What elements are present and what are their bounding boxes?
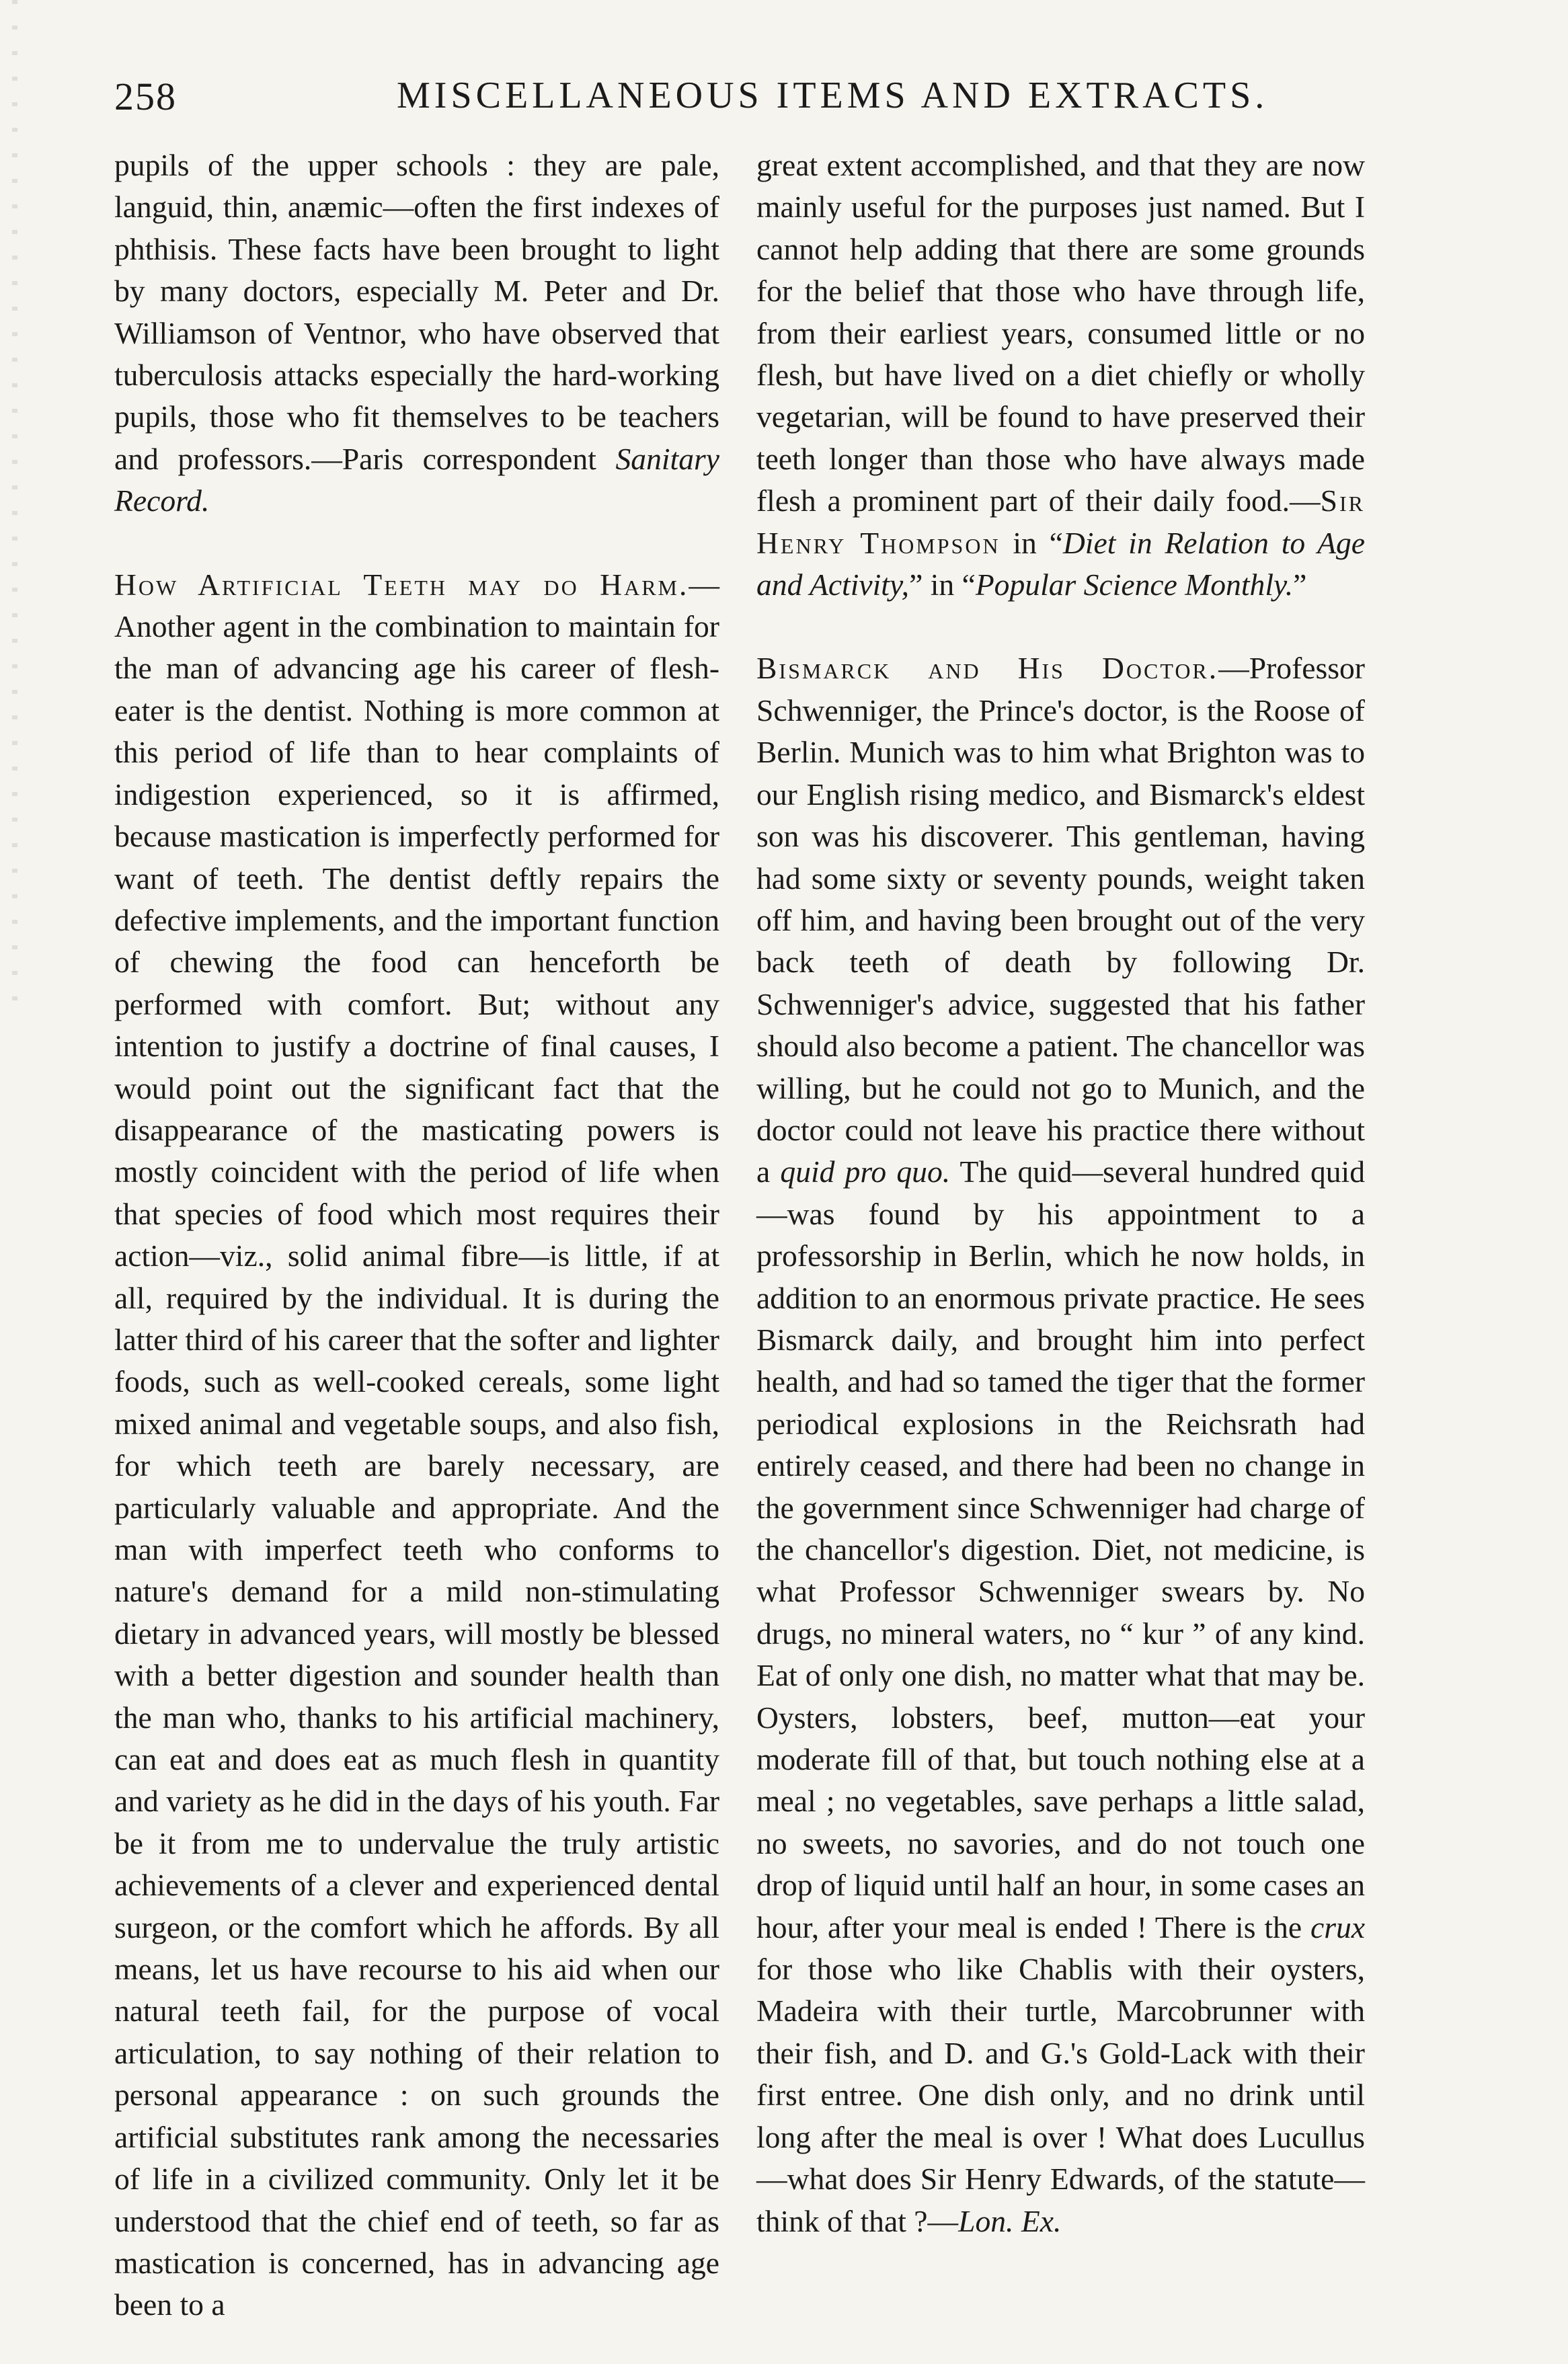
article-artificial-teeth-continued [756,145,1365,606]
journal-title: Popular Science Monthly. [975,567,1294,602]
citation-close: ” [1293,567,1307,602]
article-phthisis-ending [114,145,719,522]
article-text: The quid—several hundred quid—was found by his appointment to a professorship in Berlin, which he now holds, in addition to an enormous private practice. He sees Bismarck daily, and brought him into perfect health, and had so tamed the tiger that the former periodical explosions in the Reichsrath had entirely ceased, and there had been no change in the government since Schwenniger had charge of the chancellor's digestion. Diet, not medicine, is what Professor Schwenniger swears by. No drugs, no mineral waters, no “ kur ” of any kind. Eat of only one dish, no matter what that may be. Oysters, lobsters, beef, mutton—eat your moderate fill of that, but touch nothing else at a meal ; no vegetables, save perhaps a little salad, no sweets, no savories, and do not touch one drop of liquid until half an hour, in some cases an hour, after your meal is ended ! There is the [756,1154,1366,1944]
latin-word: crux [1310,1909,1365,1944]
scan-edge-marks [0,0,40,1009]
source-citation: Sanitary Record. [114,441,719,518]
citation-connector: in “ [1000,525,1063,560]
article-text: —Professor Schwenniger, the Prince's doctor, is the Roose of Berlin. Munich was to him what Brighton was to our English rising medico, and Bismarck's eldest son was his discoverer. This gentleman, having had some sixty or seventy pounds, weight taken off him, and having been brought out of the very back teeth of death by following Dr. Schwenniger's advice, suggested that his father should also become a patient. The chancellor was willing, but he could not go to Munich, and the doctor could not leave his practice there without a [756,651,1365,1189]
article-text: pupils of the upper schools : they are pale, languid, thin, anæmic—often the first indexes of phthisis. These facts have been brought to light by many doctors, especially M. Peter and Dr. Williamson of Ventnor, who have observed that tuberculosis attacks especially the hard-working pupils, those who fit themselves to be teachers and professors.—Paris correspondent [114,148,719,476]
article-heading: Bismarck and His Doctor. [756,651,1219,686]
article-text: for those who like Chablis with their oysters, Madeira with their turtle, Marcobrunner with their fish, and D. and G.'s Gold-Lack with their first entree. One dish only, and no drink until long after the meal is over ! What does Lucullus—what does Sir Henry Edwards, of the statute—think of that ?— [756,1952,1365,2238]
article-heading: How Artificial Teeth may do Harm. [114,567,689,602]
left-column [114,145,719,2326]
page-number: 258 [114,75,177,118]
author-name: Sir Henry Thompson [756,483,1365,560]
running-title: MISCELLANEOUS ITEMS AND EXTRACTS. [397,75,1269,116]
article-text: great extent accomplished, and that they are now mainly useful for the purposes just named. But I cannot help adding that there are some grounds for the belief that those who have through life, from their earliest years, consumed little or no flesh, but have lived on a diet chiefly or wholly vegetarian, will be found to have preserved their teeth longer than those who have always made flesh a prominent part of their daily food.— [756,148,1365,518]
article-artificial-teeth [114,564,719,2326]
right-column [756,145,1365,2242]
page-header [114,74,1466,134]
article-text: —Another agent in the combination to maintain for the man of advancing age his career of flesh-eater is the dentist. Nothing is more common at this period of life than to hear complaints of indigestion experienced, so it is affirmed, because mastication is imperfectly performed for want of teeth. The dentist deftly repairs the defective implements, and the important function of chewing the food can henceforth be performed with comfort. But; without any intention to justify a doctrine of final causes, I would point out the significant fact that the disappearance of the masticating powers is mostly coincident with the period of life when that species of food which most requires their action—viz., solid animal fibre—is little, if at all, required by the individual. It is during the latter third of his career that the softer and lighter foods, such as well-cooked cereals, some light mixed animal and vegetable soups, and also fish, for which teeth are barely necessary, are particularly valuable and appropriate. And the man with imperfect teeth who conforms to nature's demand for a mild non-stimulating dietary in advanced years, will mostly be blessed with a better digestion and sounder health than the man who, thanks to his artificial machinery, can eat and does eat as much flesh in quantity and variety as he did in the days of his youth. Far be it from me to undervalue the truly artistic achievements of a clever and experienced dental surgeon, or the comfort which he affords. By all means, let us have recourse to his aid when our natural teeth fail, for the purpose of vocal articulation, to say nothing of their relation to personal appearance : on such grounds the artificial substitutes rank among the necessaries of life in a civilized community. Only let it be understood that the chief end of teeth, so far as mastication is concerned, has in advancing age been to a [114,567,719,2322]
article-bismarck-doctor [756,647,1365,2242]
citation-connector: ” in “ [909,567,976,602]
source-citation: Lon. Ex. [958,2203,1062,2238]
work-title: Diet in Relation to Age and Activity, [756,525,1366,602]
latin-phrase: quid pro quo. [780,1154,951,1189]
